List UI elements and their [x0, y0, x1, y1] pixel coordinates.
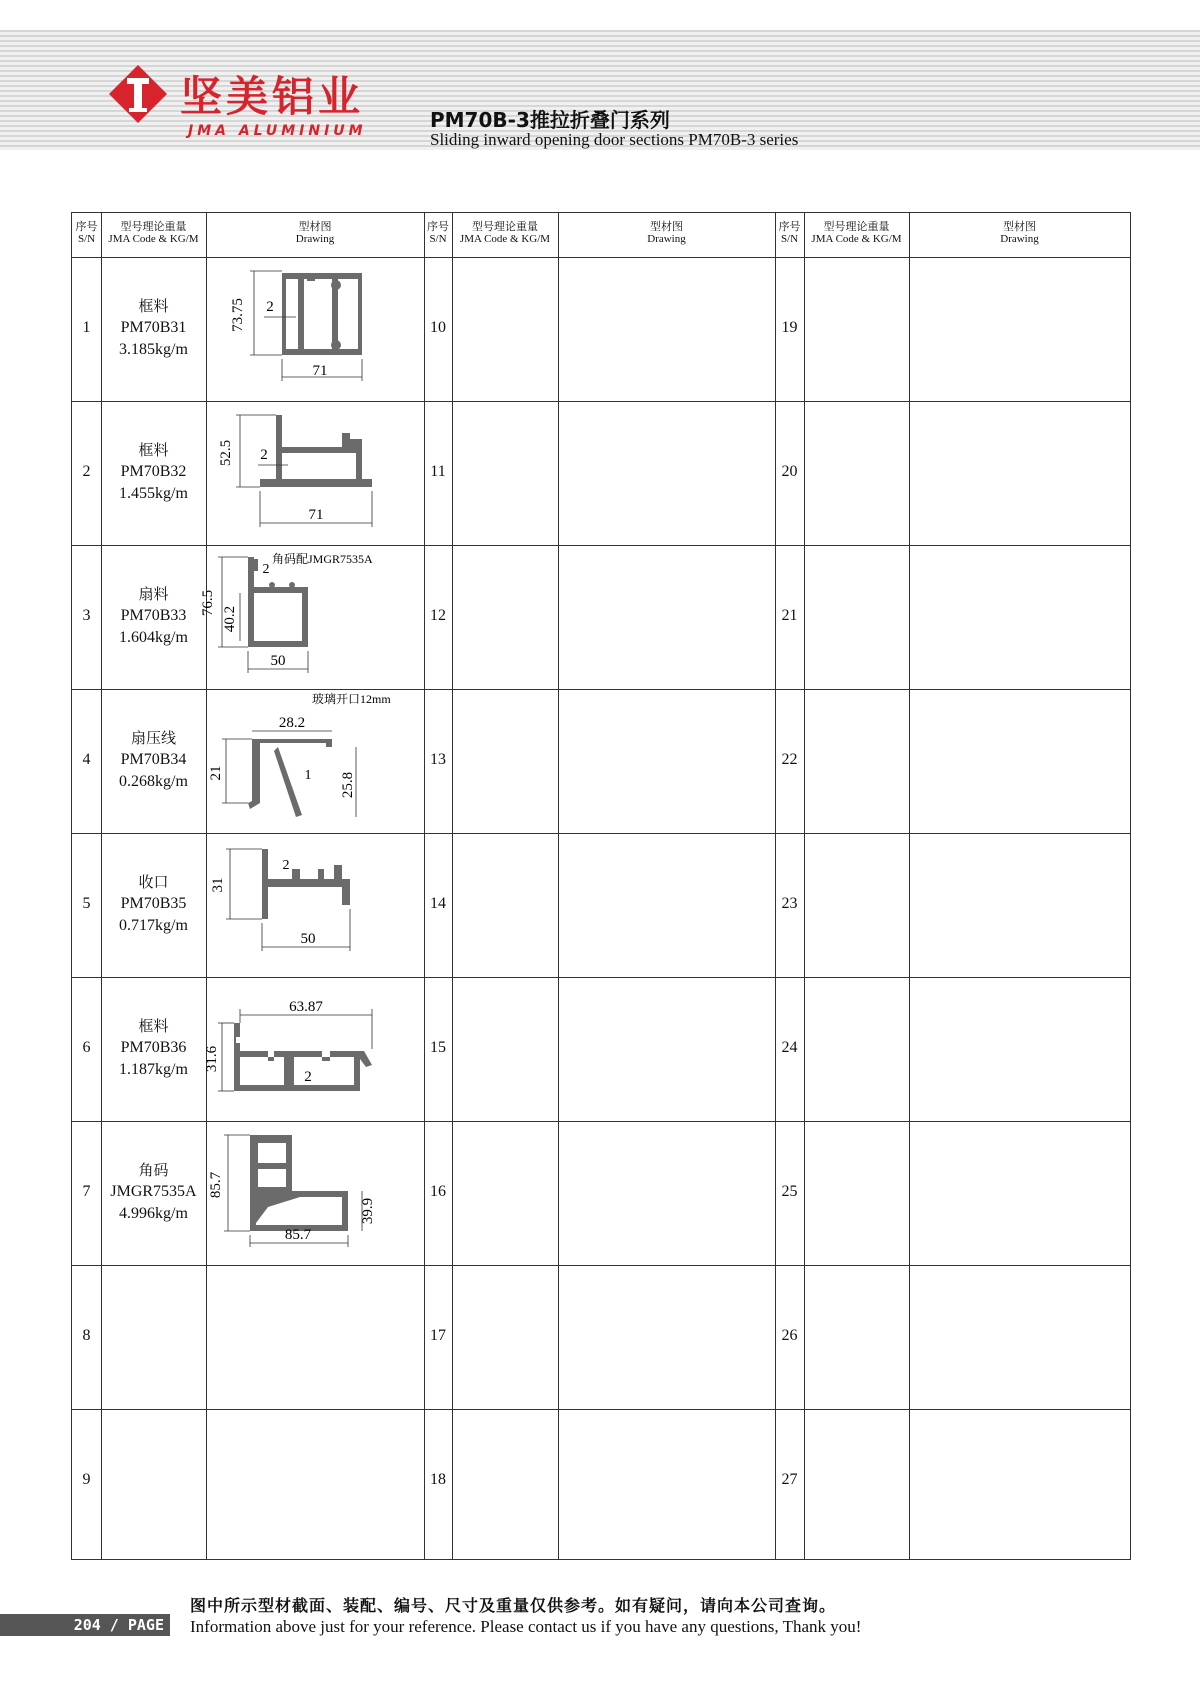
- row-serial: 21: [781, 607, 798, 624]
- col-divider: [909, 213, 910, 1559]
- profile-drawing-pm70b31: [212, 259, 422, 399]
- col-divider: [452, 213, 453, 1559]
- dim-height: 21: [208, 765, 224, 781]
- profile-drawing-pm70b34: [208, 691, 422, 831]
- profile-code: PM70B32: [120, 463, 187, 480]
- dim-height: 76.5: [200, 589, 216, 617]
- brand-name-en: JMA ALUMINIUM: [188, 123, 367, 139]
- row-divider: [72, 977, 1130, 978]
- drawing-note: 角码配JMGR7535A: [272, 552, 373, 566]
- row-serial: 22: [781, 751, 798, 768]
- drawing-note: 玻璃开口12mm: [312, 692, 391, 706]
- profile-code: PM70B35: [120, 895, 187, 912]
- page-title-en: Sliding inward opening door sections PM70B-3 series: [430, 130, 799, 149]
- dim-width: 85.7: [284, 1227, 312, 1243]
- jma-logo-icon: [108, 64, 168, 124]
- profile-weight: 1.604kg/m: [119, 629, 188, 646]
- dim-width: 50: [270, 653, 286, 669]
- profile-code: PM70B31: [120, 319, 187, 336]
- row-code: [101, 727, 206, 793]
- row-serial: 15: [430, 1039, 446, 1056]
- profile-weight: 3.185kg/m: [119, 341, 188, 358]
- header-drawing: 型材图 Drawing: [1000, 220, 1039, 245]
- row-code: [101, 583, 206, 649]
- dim-thickness: 2: [282, 858, 290, 873]
- profile-name: 收口: [138, 873, 169, 891]
- profile-name: 角码: [138, 1161, 169, 1179]
- header-white-strip: [0, 150, 1200, 180]
- row-serial: 17: [430, 1327, 446, 1344]
- header-sn: 序号 S/N: [427, 220, 449, 245]
- header-drawing: 型材图 Drawing: [647, 220, 686, 245]
- header-drawing: 型材图 Drawing: [295, 220, 335, 245]
- profile-drawing-pm70b36: [204, 979, 422, 1119]
- row-serial: 24: [781, 1039, 798, 1056]
- row-serial: 8: [82, 1327, 91, 1344]
- row-serial: 19: [781, 319, 798, 336]
- profile-name: 扇料: [138, 585, 169, 603]
- col-divider: [775, 213, 776, 1559]
- page-number-badge: 204 / PAGE: [0, 1614, 170, 1636]
- brand-name-cn: 坚美铝业: [180, 72, 365, 121]
- footer-note-en: Information above just for your reference. Please contact us if you have any questions, Thank you!: [190, 1617, 862, 1636]
- col-divider: [558, 213, 559, 1559]
- row-divider: [72, 1409, 1130, 1410]
- row-serial: 23: [781, 895, 798, 912]
- profile-name: 框料: [138, 297, 169, 315]
- profile-drawing-pm70b33: [200, 547, 422, 687]
- footer-note-cn: 图中所示型材截面、装配、编号、尺寸及重量仅供参考。如有疑问，请向本公司查询。: [190, 1596, 837, 1615]
- dim-height: 52.5: [218, 439, 234, 467]
- dim-thickness: 2: [260, 447, 268, 463]
- col-divider: [424, 213, 425, 1559]
- dim-width: 71: [308, 507, 324, 523]
- row-serial: 13: [430, 751, 446, 768]
- row-code: [101, 295, 206, 361]
- row-serial: 6: [82, 1039, 91, 1056]
- header-code: 型号理论重量 JMA Code & KG/M: [108, 220, 199, 245]
- profile-name: 框料: [138, 441, 169, 459]
- row-code: [101, 1159, 206, 1225]
- dim-height: 85.7: [208, 1171, 224, 1199]
- profile-code: PM70B33: [120, 607, 187, 624]
- dim-width: 50: [300, 931, 316, 947]
- dim-width: 71: [312, 363, 328, 379]
- profile-drawing-pm70b32: [212, 403, 422, 543]
- dim-lip-height: 25.8: [340, 771, 356, 799]
- profile-weight: 1.187kg/m: [119, 1061, 188, 1078]
- header-code: 型号理论重量 JMA Code & KG/M: [811, 220, 902, 245]
- profile-weight: 1.455kg/m: [119, 485, 188, 502]
- profile-code: JMGR7535A: [110, 1183, 197, 1200]
- row-divider: [72, 833, 1130, 834]
- profile-drawing-pm70b35: [212, 835, 422, 975]
- profile-weight: 0.268kg/m: [119, 773, 188, 790]
- row-serial: 1: [82, 319, 91, 336]
- row-serial: 27: [781, 1471, 798, 1488]
- header-sn: 序号 S/N: [778, 220, 801, 245]
- row-divider: [72, 689, 1130, 690]
- row-serial: 12: [430, 607, 446, 624]
- row-divider: [72, 257, 1130, 258]
- header-sn: 序号 S/N: [75, 220, 98, 245]
- row-serial: 7: [82, 1183, 91, 1200]
- row-code: [101, 871, 206, 937]
- row-serial: 18: [430, 1471, 446, 1488]
- page-title-cn: PM70B-3推拉折叠门系列: [430, 108, 670, 132]
- profile-weight: 0.717kg/m: [119, 917, 188, 934]
- profile-name: 扇压线: [130, 729, 176, 747]
- profile-name: 框料: [138, 1017, 169, 1035]
- row-serial: 25: [781, 1183, 798, 1200]
- row-serial: 20: [781, 463, 798, 480]
- dim-width: 63.87: [289, 999, 323, 1015]
- row-serial: 9: [82, 1471, 91, 1488]
- dim-leg-height: 39.9: [360, 1197, 376, 1225]
- row-divider: [72, 1265, 1130, 1266]
- profile-table: [71, 212, 1131, 1560]
- row-serial: 5: [82, 895, 91, 912]
- profile-code: PM70B36: [120, 1039, 187, 1056]
- row-code: [101, 439, 206, 505]
- dim-height: 73.75: [230, 298, 246, 332]
- col-divider: [804, 213, 805, 1559]
- dim-thickness: 2: [304, 1069, 312, 1085]
- row-divider: [72, 1121, 1130, 1122]
- profile-drawing-jmgr7535a: [208, 1123, 422, 1263]
- row-serial: 26: [781, 1327, 798, 1344]
- row-serial: 10: [430, 319, 446, 336]
- dim-thickness: 2: [262, 562, 270, 577]
- profile-weight: 4.996kg/m: [119, 1205, 188, 1222]
- row-divider: [72, 545, 1130, 546]
- col-divider: [206, 213, 207, 1559]
- header-code: 型号理论重量 JMA Code & KG/M: [459, 220, 551, 245]
- row-serial: 3: [82, 607, 91, 624]
- dim-thickness: 2: [266, 299, 274, 315]
- profile-code: PM70B34: [120, 751, 187, 768]
- row-divider: [72, 401, 1130, 402]
- dim-height: 31: [210, 877, 226, 893]
- dim-thickness: 1: [304, 768, 312, 783]
- row-code: [101, 1015, 206, 1081]
- dim-width: 28.2: [278, 715, 306, 731]
- row-serial: 16: [430, 1183, 446, 1200]
- dim-inner-height: 40.2: [222, 605, 238, 633]
- row-serial: 11: [430, 463, 446, 480]
- row-serial: 14: [430, 895, 446, 912]
- row-serial: 4: [82, 751, 91, 768]
- row-serial: 2: [82, 463, 91, 480]
- dim-height: 31.6: [204, 1045, 220, 1073]
